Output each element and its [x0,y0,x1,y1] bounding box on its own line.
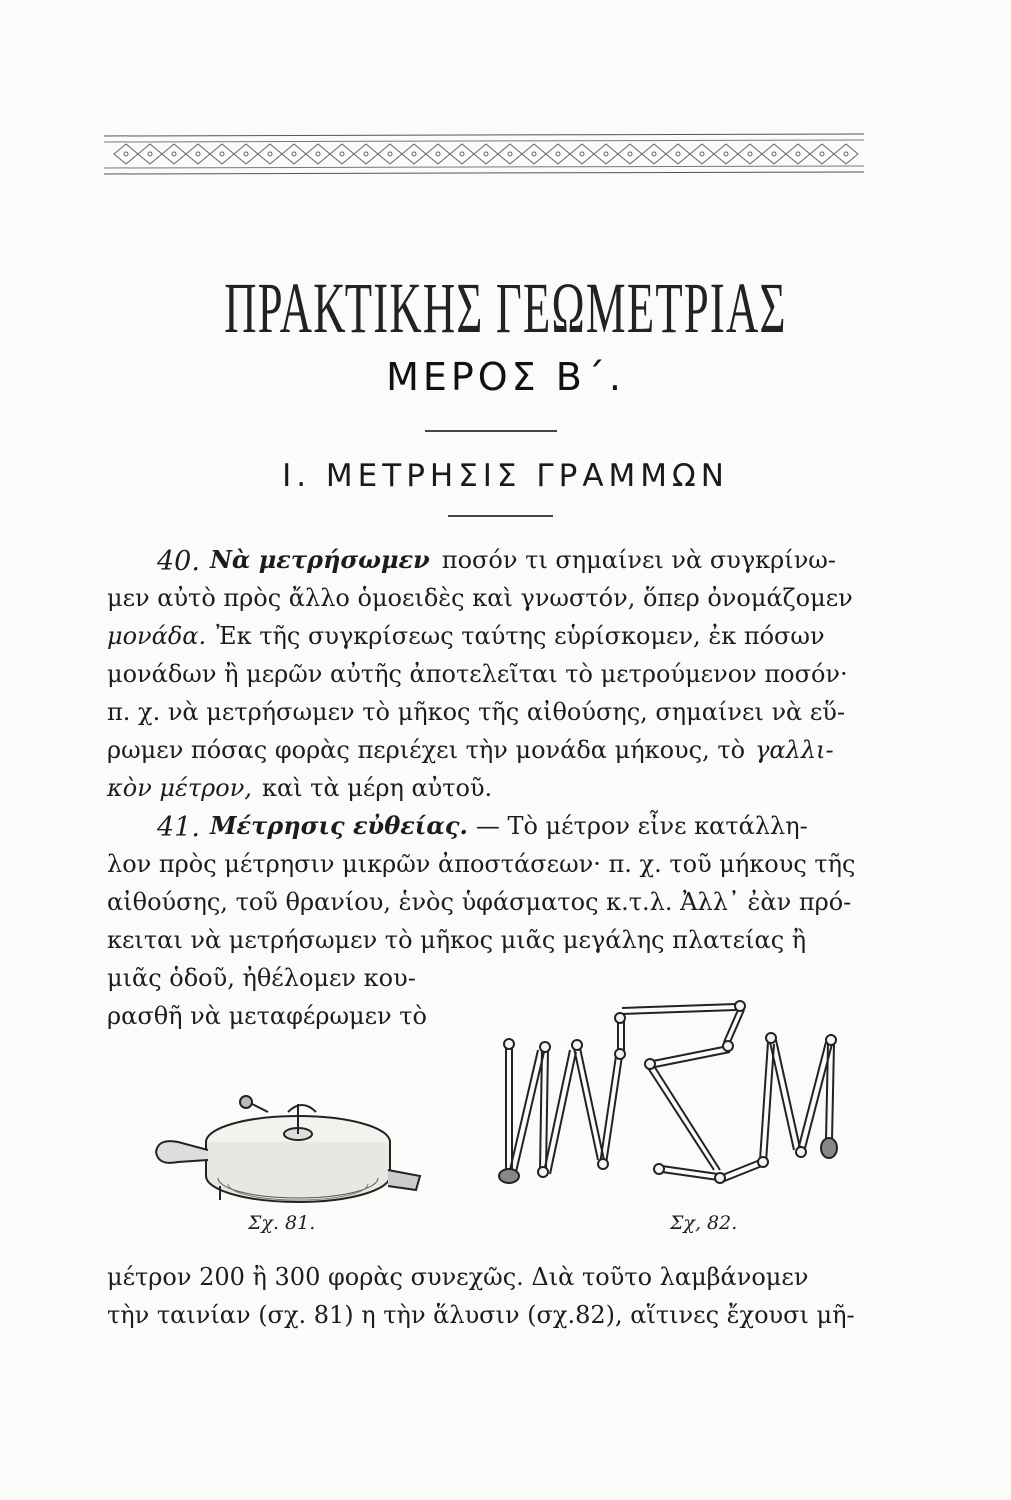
text-line: μέτρον 200 ἢ 300 φορὰς συνεχῶς. Διὰ τοῦτο λαμβάνομεν [107,1263,809,1291]
paragraph-number: 40. [157,546,200,577]
text-line: τὴν ταινίαν (σχ. 81) η τὴν ἅλυσιν (σχ.82), αἵτινες ἔχουσι μῆ- [107,1301,855,1329]
section-heading: Ι. ΜΕΤΡΗΣΙΣ ΓΡΑΜΜΩΝ [282,458,729,494]
figure-82-caption: Σχ, 82. [670,1212,738,1234]
text-line: Ἐκ τῆς συγκρίσεως ταύτης εὑρίσκομεν, ἐκ πόσων [216,622,825,650]
text-line: ρωμεν πόσας φορὰς περιέχει τὴν μονάδα μήκους, τὸ [107,736,746,764]
figure-82-chain [488,990,848,1200]
text-line: — Τὸ μέτρον εἶνε κατάλλη- [475,812,808,840]
text-line: καὶ τὰ μέρη αὐτοῦ. [261,774,493,802]
page-title: ΠΡΑΚΤΙΚΗΣ ΓΕΩΜΕΤΡΙΑΣ [224,268,787,348]
text-line: π. χ. νὰ μετρήσωμεν τὸ μῆκος τῆς αἰθούσης, σημαίνει νὰ εὕ- [107,698,845,726]
text-line: ποσόν τι σημαίνει νὰ συγκρίνω- [441,546,836,574]
text-line: μιᾶς ὁδοῦ, ἠθέλομεν κου- [107,964,416,992]
paragraph-lead: Μέτρησις εὐθείας. [209,811,468,840]
text-line: αἰθούσης, τοῦ θρανίου, ἑνὸς ὑφάσματος κ.τ.λ. Ἀλλ᾽ ἐὰν πρό- [107,888,852,916]
text-line: λον πρὸς μέτρησιν μικρῶν ἀποστάσεων· π. χ. τοῦ μήκους τῆς [107,850,856,878]
ornament-band [104,118,864,188]
emphasis-text: κὸν μέτρον, [107,774,252,802]
text-line: ρασθῆ νὰ μεταφέρωμεν τὸ [107,1002,427,1030]
text-line: μεν αὐτὸ πρὸς ἄλλο ὁμοειδὲς καὶ γνωστόν, ὅπερ ὀνομάζομεν [107,584,853,612]
figure-81-caption: Σχ. 81. [248,1212,316,1234]
top-divider [425,430,557,432]
part-subtitle: ΜΕΡΟΣ Β΄. [386,355,625,399]
emphasis-text: μονάδα. [107,622,207,650]
text-line: μονάδων ἢ μερῶν αὐτῆς ἀποτελεῖται τὸ μετρούμενον ποσόν· [107,660,848,688]
figure-81-tape [148,1090,438,1220]
text-line: κειται νὰ μετρήσωμεν τὸ μῆκος μιᾶς μεγάλης πλατείας ἢ [107,926,807,954]
paragraph-40 [107,545,897,814]
paragraph-lead: Νὰ μετρήσωμεν [209,545,430,574]
emphasis-text: γαλλι- [755,736,834,764]
continuation-paragraph [107,1265,897,1341]
paragraph-number: 41. [157,812,200,843]
bottom-divider [448,515,553,517]
